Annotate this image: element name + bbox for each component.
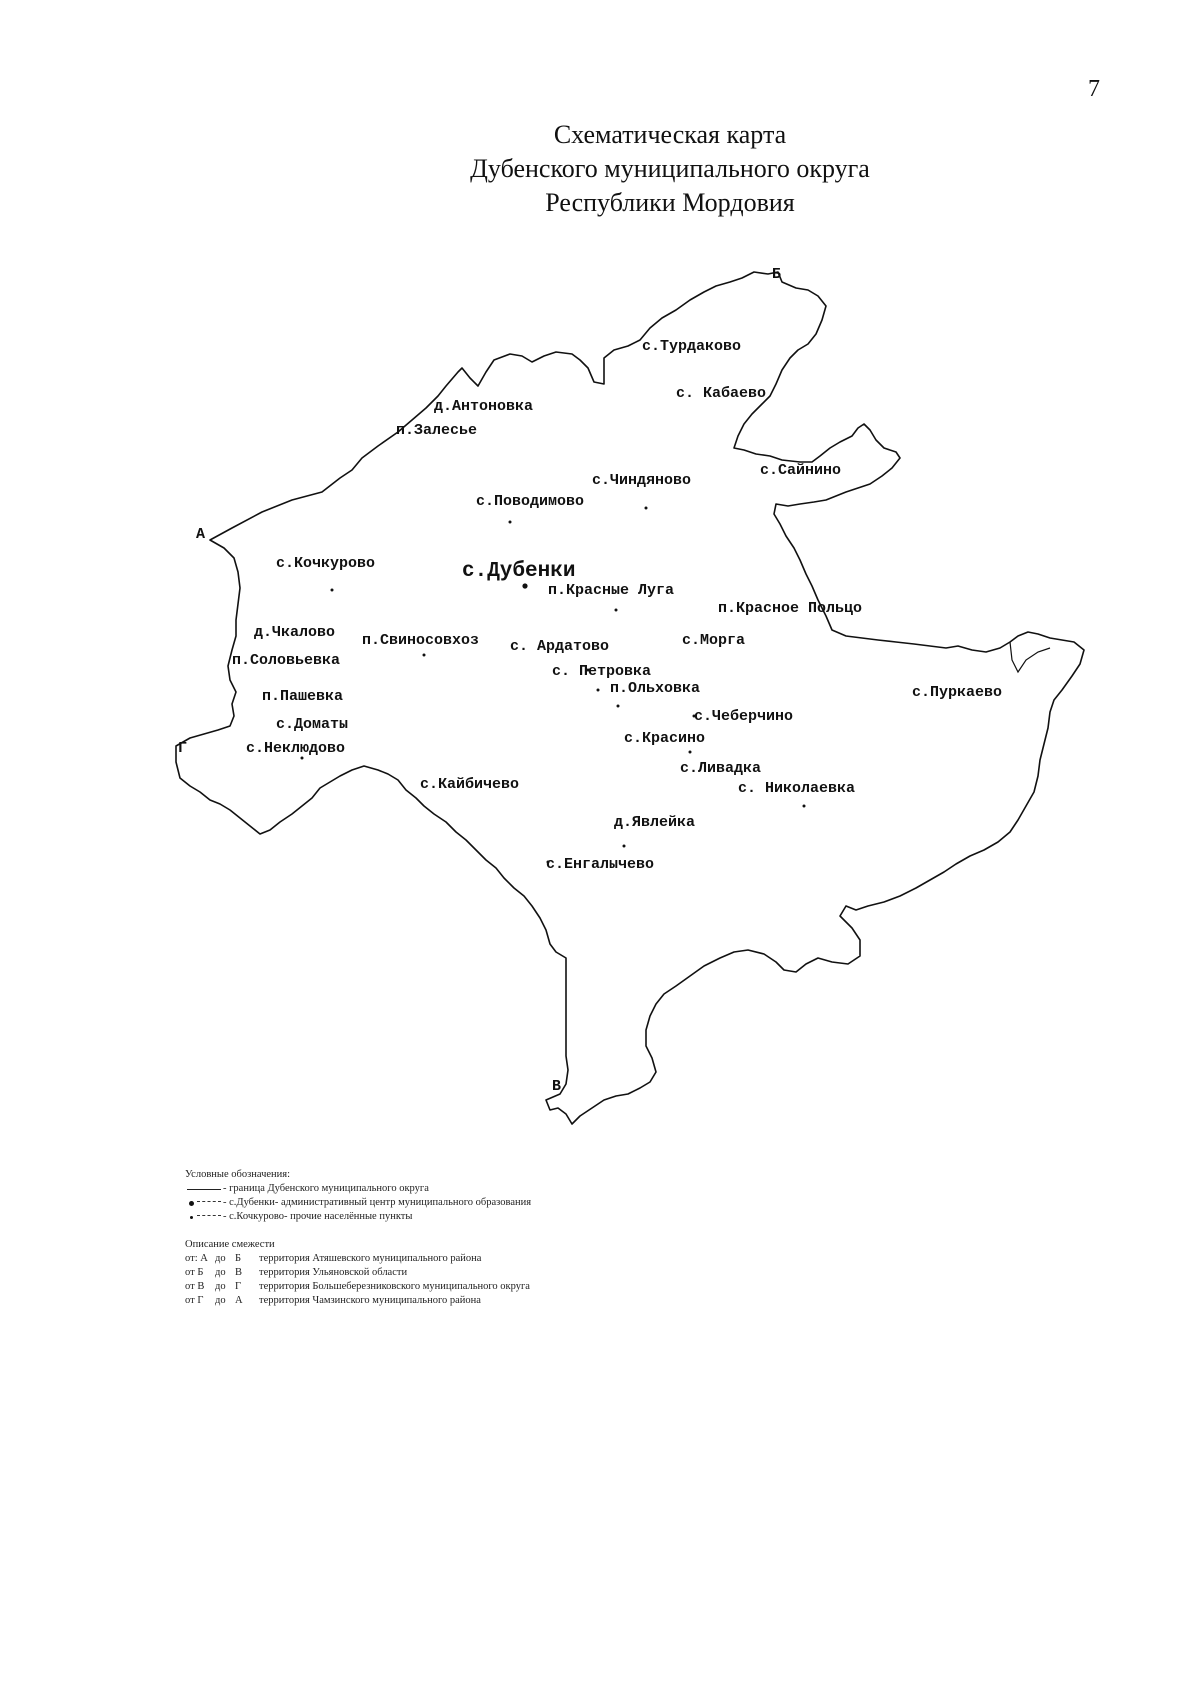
- adj-to: Г: [235, 1281, 242, 1292]
- adj-to: В: [235, 1267, 243, 1278]
- label-povodimovo: с.Поводимово: [476, 493, 585, 510]
- corner-label-g: Г: [178, 740, 188, 757]
- adjacency-row: [185, 1266, 531, 1280]
- label-ardatovo: с. Ардатово: [510, 638, 610, 655]
- legend-row-boundary: [185, 1182, 531, 1196]
- label-kabaevo: с. Кабаево: [676, 385, 767, 402]
- corner-label-b: Б: [772, 266, 782, 283]
- label-engalychevo: с.Енгалычево: [546, 856, 655, 873]
- label-livadka: с.Ливадка: [680, 760, 762, 777]
- legend-row-admin-center: [185, 1196, 531, 1210]
- label-petrovka: с. Петровка: [552, 663, 652, 680]
- label-krasnye-lugi: п.Красные Луга: [548, 582, 675, 599]
- label-krasino: с.Красино: [624, 730, 706, 747]
- label-neklyudovo: с.Неклюдово: [246, 740, 346, 757]
- adj-from: от: А: [185, 1253, 208, 1264]
- marker-olkhovka: [617, 705, 620, 708]
- adj-to-word: до: [215, 1253, 226, 1264]
- settlement-dot-icon: [185, 1211, 223, 1223]
- marker-svinosovkhoz: [423, 654, 426, 657]
- title-line-1: Схематическая карта: [553, 120, 787, 149]
- boundary-detail-east: [1010, 642, 1050, 672]
- marker-yavleyka: [623, 845, 626, 848]
- adj-to-word: до: [215, 1281, 226, 1292]
- corner-label-a: А: [196, 526, 206, 543]
- label-morga: с.Морга: [682, 632, 746, 649]
- adj-from: от Б: [185, 1267, 204, 1278]
- label-yavleyka: д.Явлейка: [614, 814, 696, 831]
- label-zalesye: п.Залесье: [396, 422, 478, 439]
- page-number: 7: [1088, 76, 1100, 102]
- label-chindyanovo: с.Чиндяново: [592, 472, 692, 489]
- label-krasnoe-polye: п.Красное Польцо: [718, 600, 863, 617]
- adj-to-word: до: [215, 1295, 226, 1306]
- label-pashevka: п.Пашевка: [262, 688, 344, 705]
- title-line-3: Республики Мордовия: [545, 188, 795, 217]
- marker-chindyanovo: [645, 507, 648, 510]
- adjacency-row: [185, 1280, 531, 1294]
- adj-desc: территория Ульяновской области: [259, 1267, 408, 1278]
- adj-to-word: до: [215, 1267, 226, 1278]
- adj-to: А: [235, 1295, 243, 1306]
- marker-krasnye-lugi: [615, 609, 618, 612]
- adjacency-title: Описание смежести: [185, 1239, 275, 1250]
- label-olkhovka: п.Ольховка: [610, 680, 701, 697]
- map-legend: [185, 1168, 531, 1308]
- adj-desc: территория Большеберезниковского муниципального округа: [259, 1281, 530, 1292]
- admin-center-dot-icon: [185, 1197, 223, 1209]
- label-sayinino: с.Сайнино: [760, 462, 842, 479]
- label-kaybichevo: с.Кайбичево: [420, 776, 520, 793]
- boundary-line-icon: [185, 1183, 223, 1195]
- adj-from: от В: [185, 1281, 205, 1292]
- label-antonovka: д.Антоновка: [434, 398, 534, 415]
- label-cheberchino: с.Чеберчино: [694, 708, 794, 725]
- marker-dubenki: [522, 583, 527, 588]
- adj-desc: территория Атяшевского муниципального района: [259, 1253, 482, 1264]
- label-purkaevo: с.Пуркаево: [912, 684, 1003, 701]
- legend-text-settlement: - с.Кочкурово- прочие населённые пункты: [223, 1211, 413, 1222]
- adj-from: от Г: [185, 1295, 204, 1306]
- legend-title: Условные обозначения:: [185, 1169, 291, 1180]
- marker-povodimovo: [509, 521, 512, 524]
- adj-desc: территория Чамзинского муниципального района: [259, 1295, 481, 1306]
- label-nikolaevka: с. Николаевка: [738, 780, 856, 797]
- corner-label-v: В: [552, 1078, 562, 1095]
- label-solovyevka: п.Соловьевка: [232, 652, 341, 669]
- legend-text-admin-center: - с.Дубенки- административный центр муниципального образования: [223, 1197, 532, 1208]
- adjacency-row: [185, 1252, 531, 1266]
- label-turdakovo: с.Турдаково: [642, 338, 742, 355]
- adj-to: Б: [235, 1253, 242, 1264]
- title-line-2: Дубенского муниципального округа: [470, 154, 870, 183]
- marker-petrovka: [597, 689, 600, 692]
- label-domaty: с.Доматы: [276, 716, 349, 733]
- label-dubenki: с.Дубенки: [462, 560, 576, 583]
- legend-text-boundary: - граница Дубенского муниципального округа: [223, 1183, 429, 1194]
- marker-kochkurovo: [331, 589, 334, 592]
- marker-krasino: [689, 751, 692, 754]
- adjacency-row: [185, 1294, 531, 1308]
- marker-nikolaevka: [803, 805, 806, 808]
- legend-row-settlement: [185, 1210, 531, 1224]
- label-kochkurovo: с.Кочкурово: [276, 555, 376, 572]
- label-svinosovkhoz: п.Свиносовхоз: [362, 632, 480, 649]
- adjacency-description: [185, 1238, 531, 1308]
- label-chkalovo: д.Чкалово: [254, 624, 336, 641]
